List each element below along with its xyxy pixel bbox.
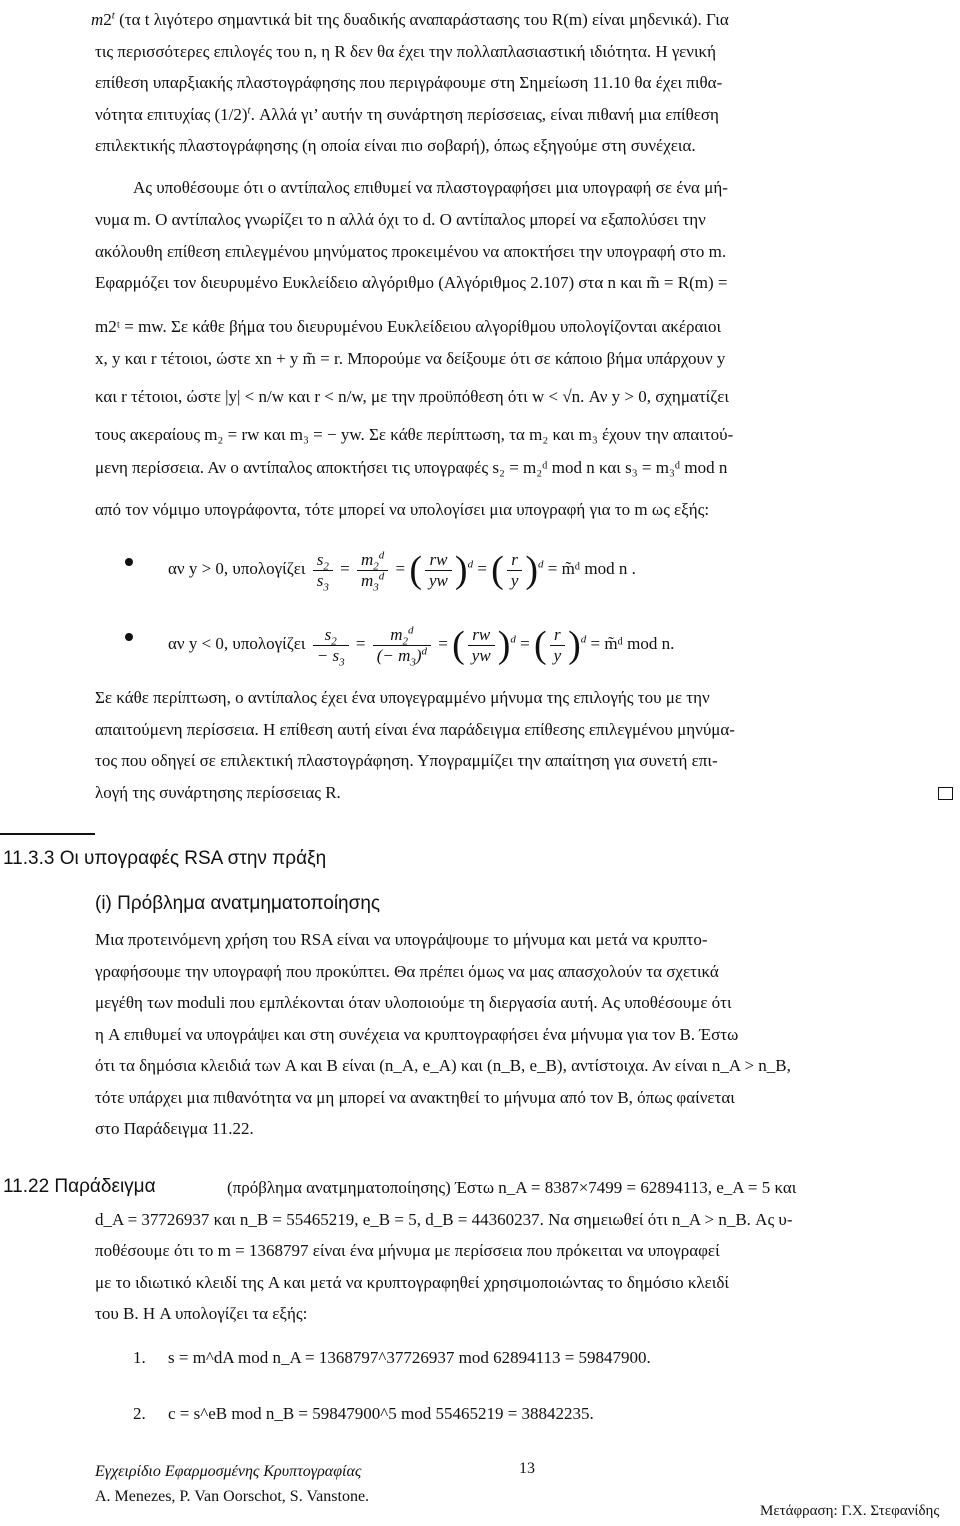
step-equation: s = m^dA mod n_A = 1368797^37726937 mod 62894113 = 59847900. bbox=[168, 1348, 651, 1367]
text-line: μενη περίσσεια. Αν ο αντίπαλος αποκτήσει τις υπογραφές s₂ = m₂ᵈ mod n και s₃ = m₃ᵈ mod n bbox=[95, 458, 728, 478]
step-number: 1. bbox=[133, 1348, 146, 1367]
step-number: 2. bbox=[133, 1404, 146, 1423]
text-line: (τα t λιγότερο σημαντικά bit της δυαδικής αναπαράστασης του R(m) είναι μηδενικά). Για bbox=[119, 10, 729, 29]
bullet-result: = m̃ᵈ mod n. bbox=[590, 633, 675, 653]
text-line: και r τέτοιοι, ώστε |y| < n/w και r < n/w, με την προϋπόθεση ότι w < √n. Αν y > 0, σχηματίζει bbox=[95, 386, 729, 406]
text-line: με το ιδιωτικό κλειδί της A και μετά να κρυπτογραφηθεί χρησιμοποιώντας το δημόσιο κλειδί bbox=[95, 1272, 729, 1292]
paragraph-redundancy: m2$^t$ (τα t λιγότερο σημαντικά bit της δυαδικής αναπαράστασης του R(m) είναι μηδενικά). Για τις περισσότερες επιλογές του n, η R δεν θα έχει την πολλαπλασιαστική ιδιότητα. Η γενική επίθεση υπαρξιακής πλαστογράφησης που περιγράφουμε στη Σημείωση 11.10 θα έχει πιθα- νότητα επιτυχίας $(1/2)^t$. Αλλά γι’ αυτήν τη συνάρτηση περίσσειας, είναι πιθανή μια επίθεση επιλεκτικής πλαστογράφησης (η οποία είναι πιο σοβαρή), όπως εξηγούμε στη συνέχεια. bbox=[95, 4, 957, 162]
text-line: στο Παράδειγμα 11.22. bbox=[95, 1119, 254, 1138]
paragraph-conclusion bbox=[95, 682, 957, 808]
bullet-equation: αν y < 0, υπολογίζει $\frac{s_2}{- s_3}$ = $\frac{m_2^d}{(- m_3)^d}$ = ( $\frac{rw}{yw}$ )$^d$ = ( $\frac{r}{y}$ )$^d$ = m̃ᵈ mod n. bbox=[168, 623, 675, 668]
text-line: Εφαρμόζει τον διευρυμένο Ευκλείδειο αλγόριθμο (Αλγόριθμος 2.107) στα n και m̃ = R(m) = bbox=[95, 273, 728, 293]
text-line: γραφήσουμε την υπογραφή που προκύπτει. Θα πρέπει όμως να μας απασχολούν τα σχετικά bbox=[95, 961, 719, 981]
fraction: $\frac{m_2^d}{m_3^d}$ bbox=[357, 550, 388, 591]
footer-authors: A. Menezes, P. Van Oorschot, S. Vanstone. bbox=[95, 1488, 370, 1505]
bullet-equation: αν y > 0, υπολογίζει $\frac{s_2}{s_3}$ = $\frac{m_2^d}{m_3^d}$ = ( $\frac{rw}{yw}$ )$^d$ = ( $\frac{r}{y}$ )$^d$ = m̃ᵈ mod n . bbox=[168, 548, 636, 593]
fraction: $\frac{r}{y}$ bbox=[550, 625, 566, 666]
text-line: νυμα m. Ο αντίπαλος γνωρίζει το n αλλά όχι το d. Ο αντίπαλος μπορεί να εξαπολύσει την bbox=[95, 209, 706, 229]
text-line: (πρόβλημα ανατμηματοποίησης) Έστω n_A = 8387×7499 = 62894113, e_A = 5 και bbox=[227, 1178, 797, 1197]
paragraph-example bbox=[95, 1172, 957, 1330]
text-line: επίθεση υπαρξιακής πλαστογράφησης που περιγράφουμε στη Σημείωση 11.10 θα έχει πιθα- bbox=[95, 73, 723, 92]
page-number: 13 bbox=[519, 1460, 535, 1477]
bullet-dot bbox=[125, 633, 133, 641]
text-line: Σε κάθε περίπτωση, ο αντίπαλος έχει ένα υπογεγραμμένο μήνυμα της επιλογής του με την bbox=[95, 688, 710, 707]
bullet-case-negative bbox=[95, 613, 957, 673]
bullet-label: αν y > 0, υπολογίζει bbox=[168, 558, 306, 578]
fraction: $\frac{r}{y}$ bbox=[507, 550, 523, 591]
text-line: τότε υπάρχει μια πιθανότητα να μη μπορεί να ανακτηθεί το μήνυμα από τον B, όπως φαίνεται bbox=[95, 1087, 735, 1107]
bullet-result: = m̃ᵈ mod n . bbox=[547, 558, 636, 578]
text-line: ότι τα δημόσια κλειδιά των A και B είναι (n_A, e_A) και (n_B, e_B), αντίστοιχα. Αν είναι n_A > n_B, bbox=[95, 1056, 791, 1075]
text-line: . Αλλά γι’ αυτήν τη συνάρτηση περίσσειας, είναι πιθανή μια επίθεση bbox=[250, 104, 719, 124]
footer-book-title: Εγχειρίδιο Εφαρμοσμένης Κρυπτογραφίας bbox=[95, 1463, 362, 1480]
paragraph-attack bbox=[95, 172, 957, 526]
bullet-label: αν y < 0, υπολογίζει bbox=[168, 633, 306, 653]
fraction: $\frac{rw}{yw}$ bbox=[468, 625, 495, 666]
example-number: 11.22 Παράδειγμα bbox=[3, 1176, 156, 1197]
text-line: από τον νόμιμο υπογράφοντα, τότε μπορεί να υπολογίσει μια υπογραφή για το m ως εξής: bbox=[95, 500, 710, 520]
footer-translation: Μετάφραση: Γ.Χ. Στεφανίδης bbox=[760, 1503, 940, 1519]
subsection-title: (i) Πρόβλημα ανατμηματοποίησης bbox=[95, 893, 381, 914]
text-line: τος που οδηγεί σε επιλεκτική πλαστογράφηση. Υπογραμμίζει την απαίτηση για συνετή επι- bbox=[95, 751, 718, 770]
text-line: m2ᵗ = mw. Σε κάθε βήμα του διευρυμένου Ευκλείδειου αλγορίθμου υπολογίζονται ακέραιοι bbox=[95, 317, 722, 337]
text-line: Μια προτεινόμενη χρήση του RSA είναι να υπογράψουμε το μήνυμα και μετά να κρυπτο- bbox=[95, 930, 708, 949]
bullet-dot bbox=[125, 558, 133, 566]
text-line: λογή της συνάρτησης περίσσειας R. bbox=[95, 782, 341, 802]
qed-box-icon bbox=[938, 787, 953, 800]
section-rule bbox=[0, 833, 95, 835]
text-line: η A επιθυμεί να υπογράψει και στη συνέχεια να κρυπτογραφήσει ένα μήνυμα για τον B. Έστω bbox=[95, 1024, 739, 1044]
step-1 bbox=[133, 1348, 651, 1368]
fraction: $\frac{rw}{yw}$ bbox=[425, 550, 452, 591]
section-title: 11.3.3 Οι υπογραφές RSA στην πράξη bbox=[3, 848, 327, 869]
fraction: $\frac{m_2^d}{(- m_3)^d}$ bbox=[373, 625, 431, 666]
paragraph-reblocking bbox=[95, 924, 957, 1145]
text-line: απαιτούμενη περίσσεια. Η επίθεση αυτή είναι ένα παράδειγμα επίθεσης επιλεγμένου μηνύμα- bbox=[95, 719, 735, 739]
fraction: $\frac{s_2}{s_3}$ bbox=[313, 550, 333, 591]
step-2 bbox=[133, 1404, 594, 1424]
text-line: του B. Η A υπολογίζει τα εξής: bbox=[95, 1304, 308, 1323]
text-line: ποθέσουμε ότι το m = 1368797 είναι ένα μήνυμα με περίσσεια που πρόκειται να υπογραφεί bbox=[95, 1241, 720, 1260]
text-line: ακόλουθη επίθεση επιλεγμένου μηνύματος προκειμένου να αποκτήσει την υπογραφή στο m. bbox=[95, 241, 727, 261]
text-line: d_A = 37726937 και n_B = 55465219, e_B = 5, d_B = 44360237. Να σημειωθεί ότι n_A > n_B. Ας υ- bbox=[95, 1209, 793, 1229]
fraction: $\frac{s_2}{- s_3}$ bbox=[313, 625, 349, 666]
bullet-case-positive bbox=[95, 538, 957, 598]
text-line: επιλεκτικής πλαστογράφησης (η οποία είναι πιο σοβαρή), όπως εξηγούμε στη συνέχεια. bbox=[95, 136, 696, 155]
text-line: μεγέθη των moduli που εμπλέκονται όταν υλοποιούμε τη διεργασία αυτή. Ας υποθέσουμε ότι bbox=[95, 993, 732, 1012]
text-line: τους ακεραίους m₂ = rw και m₃ = − yw. Σε κάθε περίπτωση, τα m₂ και m₃ έχουν την απαιτού- bbox=[95, 424, 734, 444]
step-equation: c = s^eB mod n_B = 59847900^5 mod 55465219 = 38842235. bbox=[168, 1404, 594, 1423]
text-line: x, y και r τέτοιοι, ώστε xn + y m̃ = r. Μπορούμε να δείξουμε ότι σε κάποιο βήμα υπάρχουν y bbox=[95, 348, 726, 368]
text-line: τις περισσότερες επιλογές του n, η R δεν θα έχει την πολλαπλασιαστική ιδιότητα. Η γενική bbox=[95, 41, 717, 61]
text-line: Ας υποθέσουμε ότι ο αντίπαλος επιθυμεί να πλαστογραφήσει μια υπογραφή σε ένα μή- bbox=[133, 178, 728, 197]
text-line: νότητα επιτυχίας (1/2) bbox=[95, 104, 248, 124]
